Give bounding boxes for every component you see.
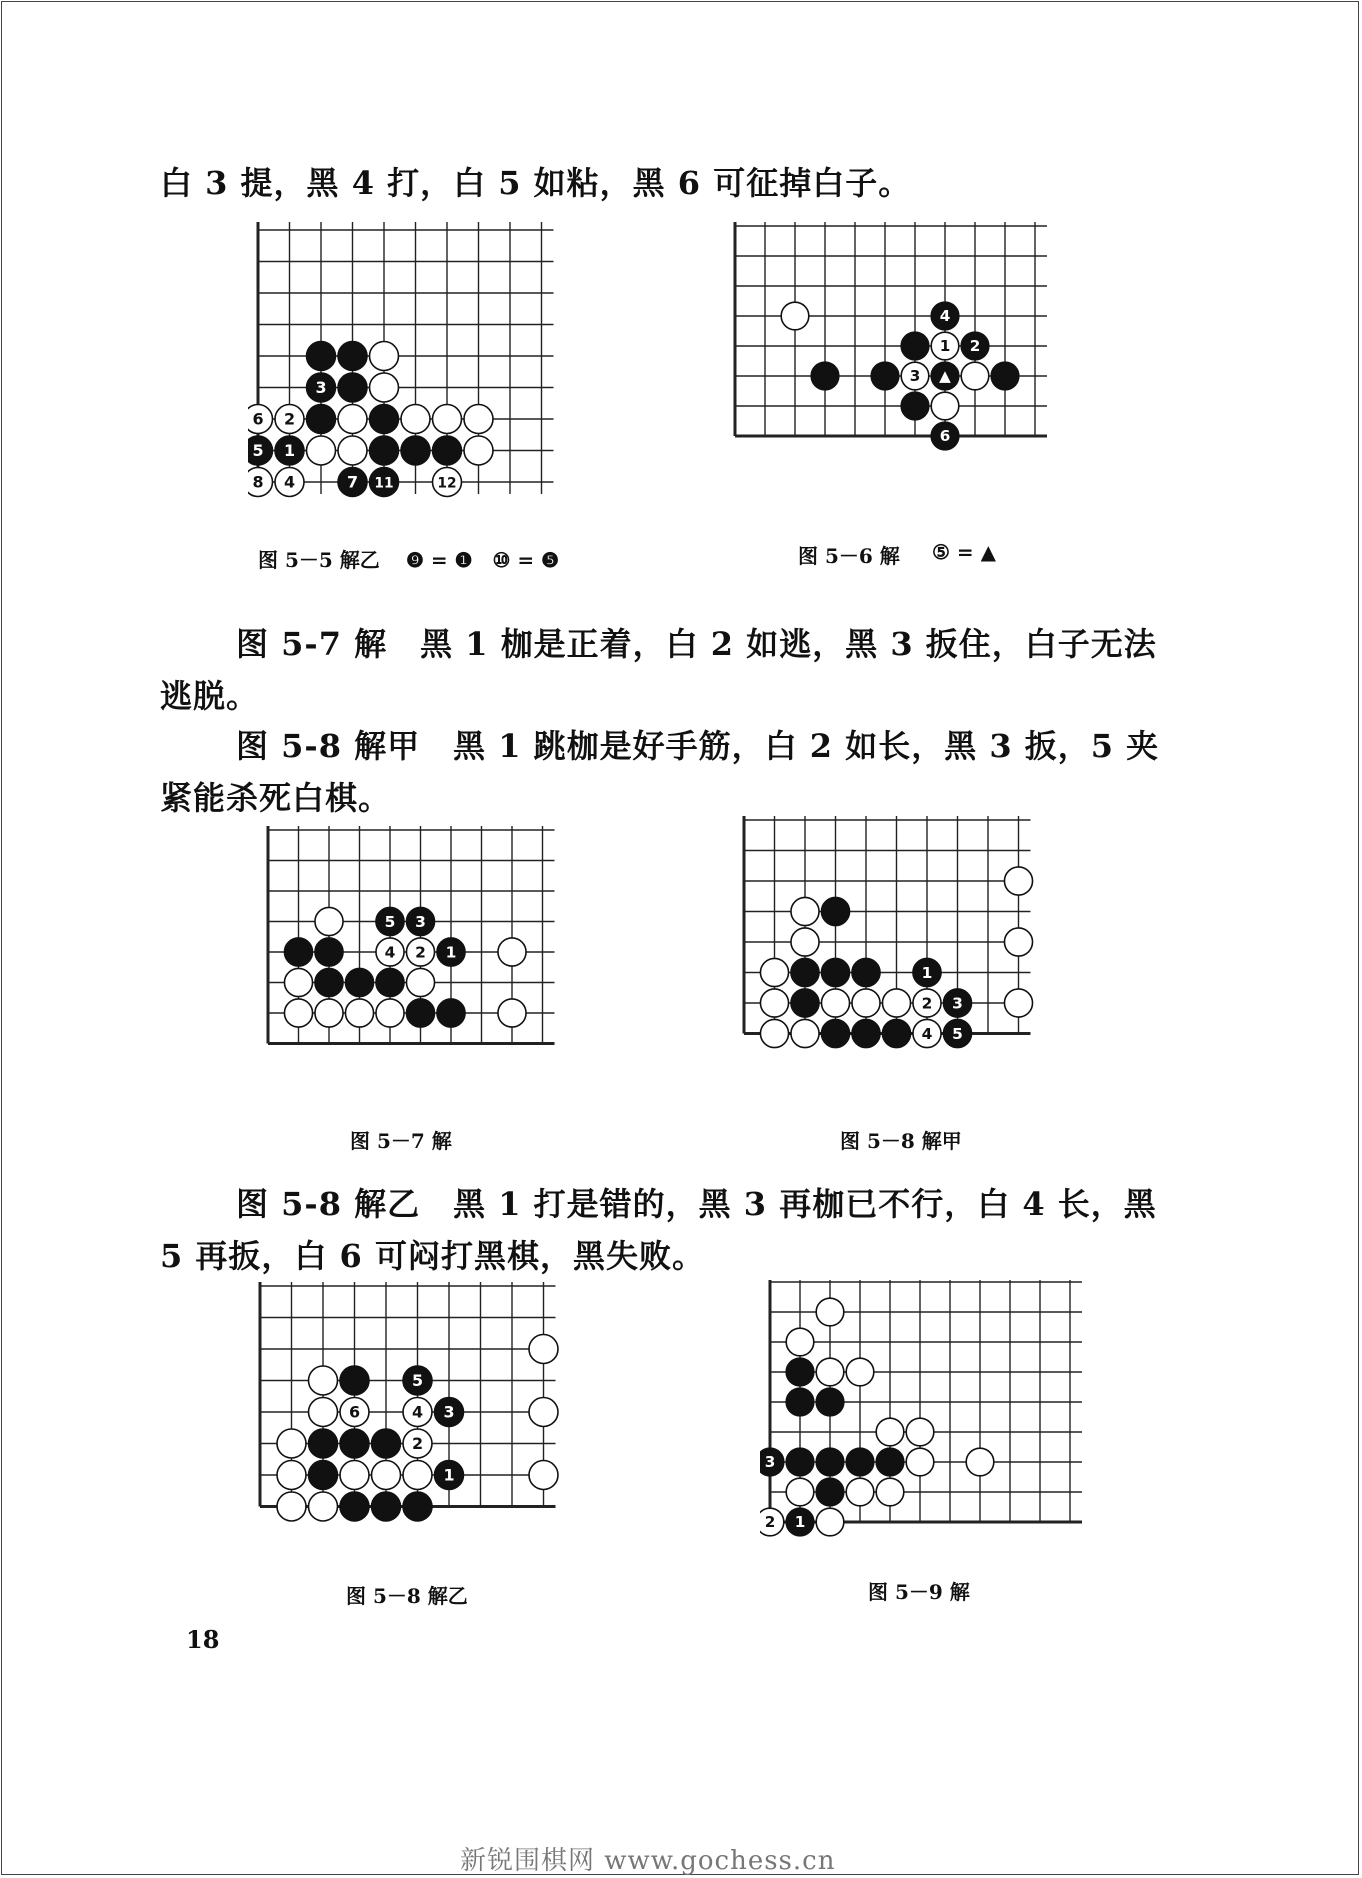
move-number-label: 4 <box>939 307 951 326</box>
black-stone <box>376 907 404 935</box>
caption-fig-5-6-note: ⑤ = ▲ <box>932 540 996 564</box>
black-stone <box>991 362 1019 390</box>
move-number-label: 12 <box>437 475 457 492</box>
black-stone <box>340 1492 369 1521</box>
black-stone <box>275 436 304 465</box>
white-stone <box>406 938 434 966</box>
black-stone <box>309 1461 338 1490</box>
black-stone <box>403 1492 432 1521</box>
go-board-fig-5-7 <box>262 826 602 1096</box>
white-stone <box>277 1429 306 1458</box>
black-stone <box>931 362 959 390</box>
paragraph-1: 白 3 提，黑 4 打，白 5 如粘，黑 6 可征掉白子。 <box>160 164 912 202</box>
move-number-label: 6 <box>348 1402 361 1422</box>
black-stone <box>401 436 430 465</box>
white-stone <box>1004 989 1032 1017</box>
white-stone <box>464 405 493 434</box>
black-stone <box>786 1448 814 1476</box>
white-stone <box>370 373 399 402</box>
white-stone <box>277 1492 306 1521</box>
black-stone <box>821 1019 849 1047</box>
black-stone <box>816 1478 844 1506</box>
go-board-svg <box>731 222 1071 502</box>
move-number-label: 6 <box>252 409 264 429</box>
white-stone <box>406 968 434 996</box>
white-stone <box>882 989 910 1017</box>
white-stone <box>529 1461 558 1490</box>
white-stone <box>760 1508 784 1536</box>
black-stone <box>913 958 941 986</box>
caption-fig-5-5: 图 5－5 解乙 <box>258 548 380 572</box>
black-stone <box>901 392 929 420</box>
black-stone <box>315 938 343 966</box>
black-stone <box>876 1448 904 1476</box>
black-stone <box>370 436 399 465</box>
caption-fig-5-7: 图 5－7 解 <box>350 1129 452 1153</box>
white-stone <box>901 362 929 390</box>
white-stone <box>876 1478 904 1506</box>
move-number-label: 3 <box>315 378 327 398</box>
black-stone <box>811 362 839 390</box>
black-stone <box>821 897 849 925</box>
black-stone <box>437 938 465 966</box>
white-stone <box>307 436 336 465</box>
white-stone <box>816 1358 844 1386</box>
go-board-svg <box>262 826 602 1096</box>
move-number-label: 3 <box>415 912 426 931</box>
black-stone <box>931 302 959 330</box>
move-number-label: 1 <box>445 943 457 962</box>
white-stone <box>906 1448 934 1476</box>
black-stone <box>821 958 849 986</box>
white-stone <box>1004 928 1032 956</box>
black-stone <box>338 342 367 371</box>
white-stone <box>816 1508 844 1536</box>
black-stone <box>816 1388 844 1416</box>
move-number-label: 3 <box>764 1453 776 1472</box>
paragraph-4-line-2: 5 再扳，白 6 可闷打黑棋，黑失败。 <box>160 1237 705 1275</box>
white-stone <box>966 1448 994 1476</box>
black-stone <box>372 1429 401 1458</box>
black-stone <box>248 436 272 465</box>
black-stone <box>852 958 880 986</box>
black-stone <box>786 1508 814 1536</box>
white-stone <box>403 1461 432 1490</box>
black-stone <box>901 332 929 360</box>
white-stone <box>464 436 493 465</box>
watermark: 新锐围棋网 www.gochess.cn <box>460 1846 836 1876</box>
white-stone <box>846 1358 874 1386</box>
black-stone <box>433 436 462 465</box>
caption-fig-5-8b: 图 5－8 解乙 <box>346 1584 468 1608</box>
move-number-label: 2 <box>969 337 981 356</box>
black-stone <box>403 1366 432 1395</box>
black-stone <box>284 938 312 966</box>
white-stone <box>248 405 272 434</box>
white-stone <box>913 1019 941 1047</box>
white-stone <box>338 436 367 465</box>
black-stone <box>370 405 399 434</box>
move-number-label: 5 <box>384 912 396 931</box>
paragraph-4-line-1: 图 5-8 解乙 黑 1 打是错的，黑 3 再枷已不行，白 4 长，黑 <box>236 1185 1157 1223</box>
white-stone <box>372 1461 401 1490</box>
black-stone <box>376 968 404 996</box>
white-stone <box>846 1478 874 1506</box>
paragraph-3-line-1: 图 5-8 解甲 黑 1 跳枷是好手筋，白 2 如长，黑 3 扳，5 夹 <box>236 727 1160 765</box>
white-stone <box>931 332 959 360</box>
move-number-label: 3 <box>952 994 963 1013</box>
go-board-fig-5-8b <box>256 1282 596 1552</box>
black-stone <box>846 1448 874 1476</box>
white-stone <box>340 1398 369 1427</box>
black-stone <box>943 989 971 1017</box>
black-stone <box>338 373 367 402</box>
black-stone <box>760 1448 784 1476</box>
white-stone <box>284 968 312 996</box>
move-number-label: 2 <box>411 1434 424 1454</box>
move-number-label: 1 <box>921 963 933 982</box>
go-board-svg <box>740 816 1080 1086</box>
go-board-fig-5-5 <box>248 222 598 522</box>
move-number-label: 4 <box>283 472 296 492</box>
go-board-svg <box>760 1280 1110 1570</box>
white-stone <box>821 989 849 1017</box>
move-number-label: 7 <box>346 472 359 492</box>
black-stone <box>871 362 899 390</box>
move-number-label: ▲ <box>939 367 951 386</box>
paragraph-2-line-2: 逃脱。 <box>160 677 260 715</box>
black-stone <box>943 1019 971 1047</box>
white-stone <box>786 1328 814 1356</box>
paragraph-3-line-2: 紧能杀死白棋。 <box>160 779 392 817</box>
white-stone <box>876 1418 904 1446</box>
move-number-label: 6 <box>939 427 951 446</box>
move-number-label: 5 <box>952 1024 963 1043</box>
white-stone <box>370 342 399 371</box>
white-stone <box>931 392 959 420</box>
black-stone <box>816 1448 844 1476</box>
white-stone <box>906 1418 934 1446</box>
black-stone <box>406 907 434 935</box>
white-stone <box>791 928 819 956</box>
white-stone <box>791 1019 819 1047</box>
black-stone <box>315 968 343 996</box>
black-stone <box>435 1461 464 1490</box>
page-number: 18 <box>186 1625 220 1654</box>
black-stone <box>791 958 819 986</box>
white-stone <box>781 302 809 330</box>
white-stone <box>760 958 788 986</box>
white-stone <box>340 1461 369 1490</box>
white-stone <box>852 989 880 1017</box>
white-stone <box>760 1019 788 1047</box>
black-stone <box>372 1492 401 1521</box>
white-stone <box>376 938 404 966</box>
move-number-label: 1 <box>939 337 951 356</box>
white-stone <box>284 999 312 1027</box>
move-number-label: 2 <box>921 994 933 1013</box>
white-stone <box>529 1335 558 1364</box>
go-board-svg <box>256 1282 596 1552</box>
move-number-label: 8 <box>252 472 264 492</box>
move-number-label: 2 <box>415 943 426 962</box>
go-board-svg <box>248 222 598 522</box>
go-board-fig-5-8a <box>740 816 1080 1086</box>
black-stone <box>791 989 819 1017</box>
black-stone <box>435 1398 464 1427</box>
white-stone <box>338 405 367 434</box>
caption-fig-5-5-note: ❾ = ❶ ⑩ = ❺ <box>406 548 560 572</box>
white-stone <box>961 362 989 390</box>
caption-fig-5-8a: 图 5－8 解甲 <box>840 1129 962 1153</box>
move-number-label: 3 <box>443 1402 455 1422</box>
white-stone <box>315 999 343 1027</box>
white-stone <box>275 405 304 434</box>
go-board-fig-5-6 <box>731 222 1071 502</box>
white-stone <box>786 1478 814 1506</box>
black-stone <box>309 1429 338 1458</box>
move-number-label: 1 <box>443 1465 455 1485</box>
white-stone <box>433 468 462 497</box>
move-number-label: 11 <box>374 475 394 492</box>
move-number-label: 5 <box>252 441 264 461</box>
black-stone <box>340 1366 369 1395</box>
go-board-fig-5-9 <box>760 1280 1110 1570</box>
white-stone <box>401 405 430 434</box>
black-stone <box>786 1358 814 1386</box>
white-stone <box>498 999 526 1027</box>
page-border <box>1 1 1359 1875</box>
white-stone <box>345 999 373 1027</box>
black-stone <box>345 968 373 996</box>
white-stone <box>376 999 404 1027</box>
black-stone <box>307 373 336 402</box>
black-stone <box>338 468 367 497</box>
white-stone <box>791 897 819 925</box>
caption-fig-5-6: 图 5－6 解 <box>798 544 900 568</box>
move-number-label: 4 <box>921 1024 933 1043</box>
move-number-label: 4 <box>411 1402 424 1422</box>
move-number-label: 1 <box>283 441 296 461</box>
move-number-label: 2 <box>764 1513 776 1532</box>
black-stone <box>307 405 336 434</box>
white-stone <box>433 405 462 434</box>
white-stone <box>498 938 526 966</box>
paragraph-2-line-1: 图 5-7 解 黑 1 枷是正着，白 2 如逃，黑 3 扳住，白子无法 <box>236 625 1157 663</box>
white-stone <box>277 1461 306 1490</box>
black-stone <box>340 1429 369 1458</box>
caption-fig-5-9: 图 5－9 解 <box>868 1580 970 1604</box>
black-stone <box>406 999 434 1027</box>
white-stone <box>275 468 304 497</box>
white-stone <box>760 989 788 1017</box>
white-stone <box>913 989 941 1017</box>
black-stone <box>882 1019 910 1047</box>
move-number-label: 3 <box>909 367 921 386</box>
black-stone <box>852 1019 880 1047</box>
white-stone <box>248 468 272 497</box>
black-stone <box>931 422 959 450</box>
move-number-label: 4 <box>384 943 396 962</box>
white-stone <box>1004 867 1032 895</box>
black-stone <box>307 342 336 371</box>
white-stone <box>315 907 343 935</box>
white-stone <box>309 1366 338 1395</box>
white-stone <box>403 1398 432 1427</box>
white-stone <box>529 1398 558 1427</box>
white-stone <box>309 1492 338 1521</box>
black-stone <box>370 468 399 497</box>
move-number-label: 5 <box>411 1371 424 1391</box>
white-stone <box>309 1398 338 1427</box>
white-stone <box>403 1429 432 1458</box>
black-stone <box>961 332 989 360</box>
move-number-label: 1 <box>794 1513 806 1532</box>
black-stone <box>786 1388 814 1416</box>
black-stone <box>437 999 465 1027</box>
white-stone <box>816 1298 844 1326</box>
move-number-label: 2 <box>283 409 296 429</box>
